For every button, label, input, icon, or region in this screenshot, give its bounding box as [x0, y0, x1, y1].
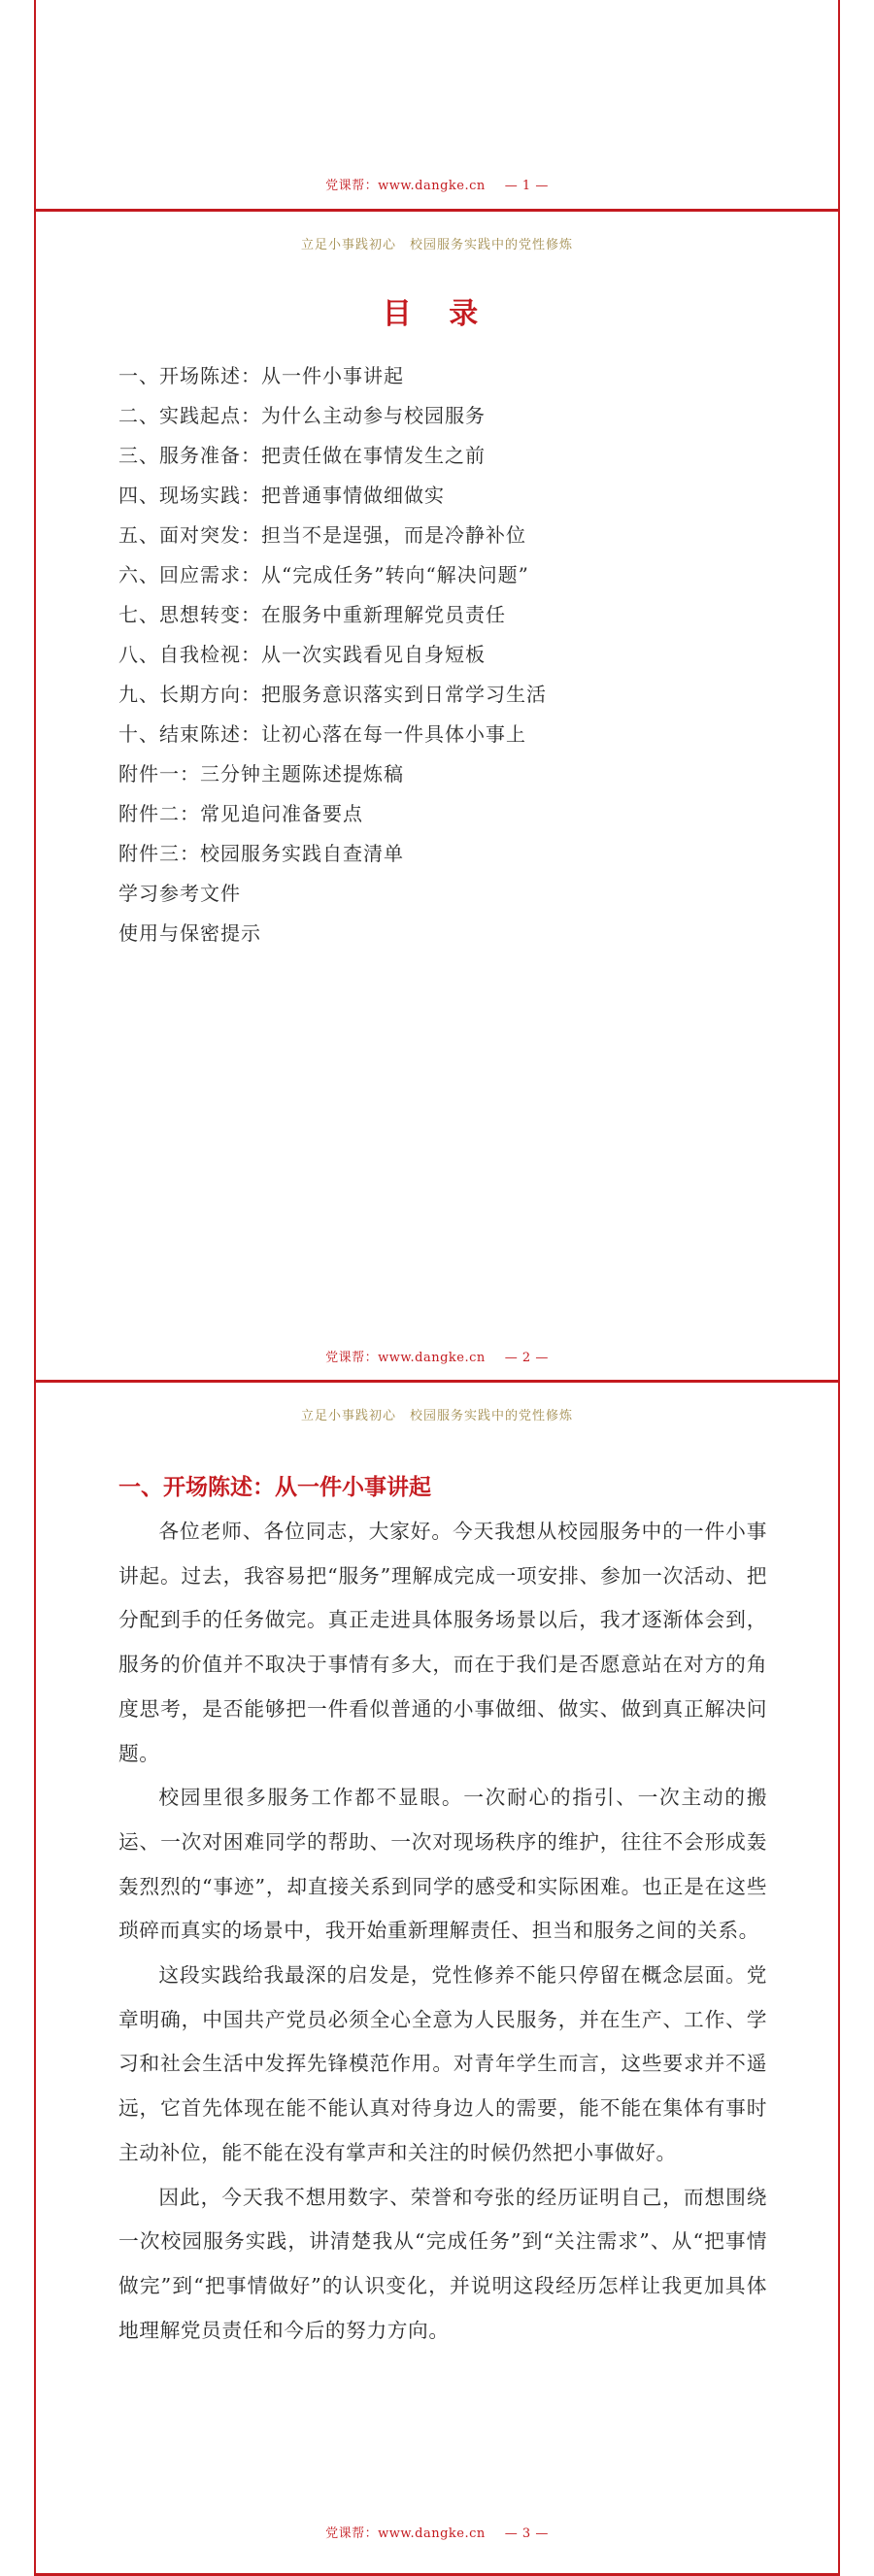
toc-item[interactable]: 附件三：校园服务实践自查清单	[118, 842, 404, 865]
toc-item[interactable]: 七、思想转变：在服务中重新理解党员责任	[118, 603, 506, 626]
body-paragraph: 因此，今天我不想用数字、荣誉和夸张的经历证明自己，而想围绕一次校园服务实践，讲清楚我从“完成任务”到“关注需求”、从“把事情做完”到“把事情做好”的认识变化，并说明这段经历怎样让我更加具体地理解党员责任和今后的努力方向。	[118, 2185, 767, 2342]
page-divider	[34, 1380, 840, 1383]
toc-item[interactable]: 二、实践起点：为什么主动参与校园服务	[118, 404, 486, 427]
toc-item[interactable]: 九、长期方向：把服务意识落实到日常学习生活	[118, 683, 547, 706]
footer-site: 党课帮：www.dangke.cn	[325, 179, 486, 193]
footer-page-number: — 3 —	[504, 2526, 549, 2541]
page-divider	[34, 209, 840, 212]
toc-list	[118, 356, 547, 953]
toc-item[interactable]: 学习参考文件	[118, 882, 241, 905]
section-body	[118, 1510, 767, 2353]
toc-item[interactable]: 使用与保密提示	[118, 921, 261, 945]
footer-site: 党课帮：www.dangke.cn	[325, 1351, 486, 1365]
toc-item[interactable]: 一、开场陈述：从一件小事讲起	[118, 364, 404, 387]
toc-item[interactable]: 三、服务准备：把责任做在事情发生之前	[118, 444, 486, 467]
body-paragraph: 校园里很多服务工作都不显眼。一次耐心的指引、一次主动的搬运、一次对困难同学的帮助、一次对现场秩序的维护，往往不会形成轰轰烈烈的“事迹”，却直接关系到同学的感受和实际困难。也正是在这些琐碎而真实的场景中，我开始重新理解责任、担当和服务之间的关系。	[118, 1786, 767, 1943]
toc-item[interactable]: 六、回应需求：从“完成任务”转向“解决问题”	[118, 563, 529, 586]
toc-title: 目 录	[382, 297, 492, 331]
page-header	[0, 1405, 874, 1423]
body-paragraph: 各位老师、各位同志，大家好。今天我想从校园服务中的一件小事讲起。过去，我容易把“服务”理解成完成一项安排、参加一次活动、把分配到手的任务做完。真正走进具体服务场景以后，我才逐渐体会到，服务的价值并不取决于事情有多大，而在于我们是否愿意站在对方的角度思考，是否能够把一件看似普通的小事做细、做实、做到真正解决问题。	[118, 1520, 767, 1765]
toc-item[interactable]: 五、面对突发：担当不是逞强，而是冷静补位	[118, 523, 526, 547]
footer-page-number: — 1 —	[504, 179, 549, 193]
page-footer	[0, 2523, 874, 2541]
footer-site: 党课帮：www.dangke.cn	[325, 2526, 486, 2541]
page-header	[0, 234, 874, 252]
toc-item[interactable]: 附件二：常见追问准备要点	[118, 802, 363, 825]
body-paragraph: 这段实践给我最深的启发是，党性修养不能只停留在概念层面。党章明确，中国共产党员必须全心全意为人民服务，并在生产、工作、学习和社会生活中发挥先锋模范作用。对青年学生而言，这些要求并不遥远，它首先体现在能不能认真对待身边人的需要，能不能在集体有事时主动补位，能不能在没有掌声和关注的时候仍然把小事做好。	[118, 1963, 767, 2164]
toc-item[interactable]: 十、结束陈述：让初心落在每一件具体小事上	[118, 722, 526, 746]
toc-item[interactable]: 四、现场实践：把普通事情做细做实	[118, 484, 445, 507]
footer-page-number: — 2 —	[504, 1351, 549, 1365]
page-footer	[0, 1347, 874, 1365]
header-text: 立足小事践初心 校园服务实践中的党性修炼	[300, 1409, 573, 1423]
toc-item[interactable]: 八、自我检视：从一次实践看见自身短板	[118, 643, 486, 666]
toc-item[interactable]: 附件一：三分钟主题陈述提炼稿	[118, 762, 404, 786]
page-footer	[0, 175, 874, 193]
section-title: 一、开场陈述：从一件小事讲起	[118, 1475, 431, 1500]
header-text: 立足小事践初心 校园服务实践中的党性修炼	[300, 238, 573, 252]
